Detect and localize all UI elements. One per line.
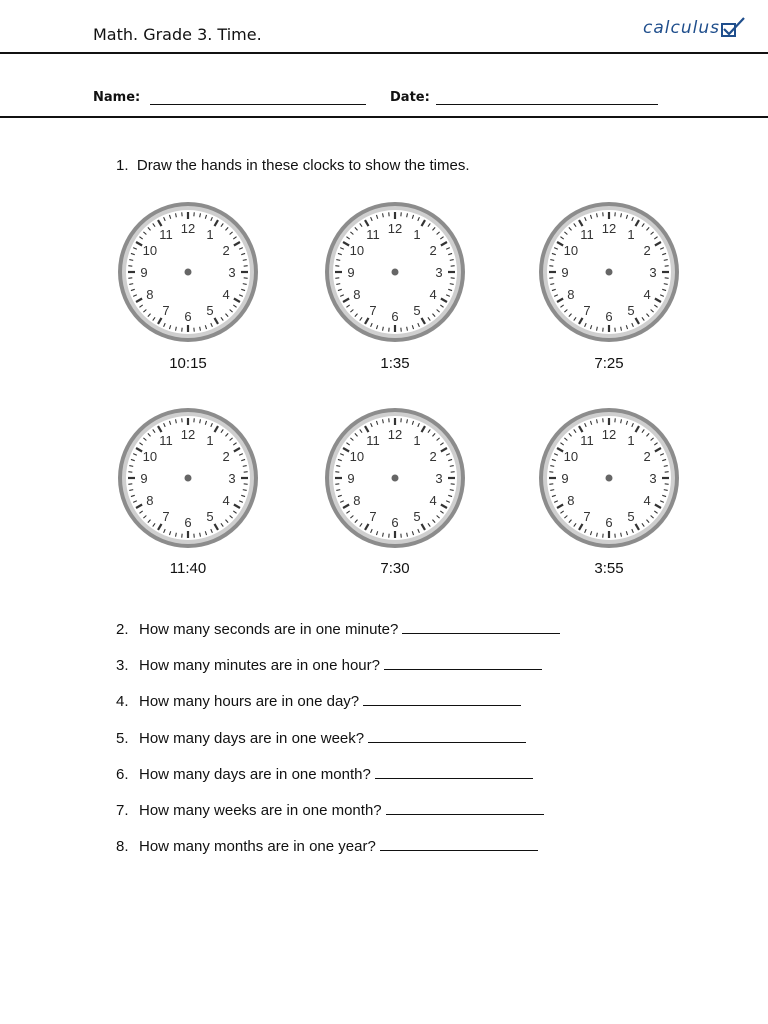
center-dot [606, 475, 613, 482]
fields-divider [0, 116, 768, 118]
clock-number: 9 [561, 471, 569, 486]
clock-number: 10 [563, 449, 579, 464]
clock-number: 4 [222, 493, 230, 508]
clock-number: 9 [347, 265, 355, 280]
clock-face[interactable] [320, 403, 470, 553]
question-number: 7. [116, 802, 129, 819]
clock-number: 11 [580, 226, 594, 242]
clock-time-label: 11:40 [169, 560, 207, 577]
clock-number: 3 [649, 471, 657, 486]
worksheet-title: Math. Grade 3. Time. [93, 25, 262, 44]
question-text: How many seconds are in one minute? [139, 621, 399, 638]
clock-number: 1 [627, 432, 635, 448]
clock-number: 3 [228, 265, 236, 280]
clock-face[interactable] [320, 197, 470, 347]
answer-blank[interactable] [402, 619, 560, 634]
clock-number: 4 [429, 287, 437, 302]
clock-number: 11 [366, 432, 380, 448]
center-dot [185, 269, 192, 276]
question-text: How many days are in one week? [139, 730, 365, 747]
answer-blank[interactable] [386, 800, 544, 815]
clock-time-label: 3:55 [594, 560, 624, 577]
clock-number: 11 [159, 432, 173, 448]
clock-number: 1 [206, 226, 214, 242]
clock-number: 4 [643, 287, 651, 302]
question-number: 3. [116, 657, 129, 674]
clock-number: 3 [435, 265, 443, 280]
clock-number: 4 [429, 493, 437, 508]
center-dot [606, 269, 613, 276]
clock-face[interactable] [113, 197, 263, 347]
clock-number: 12 [387, 221, 403, 236]
clock-number: 6 [391, 309, 399, 324]
clock-time-label: 10:15 [169, 355, 207, 372]
clock-number: 8 [146, 493, 154, 508]
clock-number: 12 [387, 427, 403, 442]
question-number: 8. [116, 838, 129, 855]
question-row [116, 836, 538, 855]
clock-number: 1 [413, 432, 421, 448]
clock-number: 12 [601, 221, 617, 236]
question-number: 6. [116, 766, 129, 783]
answer-blank[interactable] [363, 691, 521, 706]
question-number: 1. [116, 157, 129, 174]
clock-number: 2 [643, 243, 651, 258]
clock-number: 4 [643, 493, 651, 508]
answer-blank[interactable] [380, 836, 538, 851]
answer-blank[interactable] [384, 655, 542, 670]
header-divider [0, 52, 768, 54]
clock-number: 9 [140, 265, 148, 280]
clock-number: 7 [369, 303, 377, 319]
name-label: Name: [93, 90, 141, 105]
center-dot [392, 269, 399, 276]
clock-number: 12 [180, 427, 196, 442]
question-text: Draw the hands in these clocks to show the times. [136, 157, 470, 174]
clock-number: 5 [627, 303, 635, 319]
clock-number: 2 [429, 449, 437, 464]
clock-number: 2 [222, 449, 230, 464]
clock-time-label: 1:35 [380, 355, 410, 372]
clock-number: 7 [369, 509, 377, 525]
clock-number: 8 [353, 287, 361, 302]
clock-number: 7 [162, 509, 170, 525]
clock-number: 12 [180, 221, 196, 236]
clock-number: 1 [627, 226, 635, 242]
question-row [116, 691, 521, 710]
clock-time-label: 7:25 [594, 355, 624, 372]
clock-number: 12 [601, 427, 617, 442]
clock-number: 5 [413, 509, 421, 525]
center-dot [185, 475, 192, 482]
clock-number: 1 [206, 432, 214, 448]
question-number: 4. [116, 693, 129, 710]
question-text: How many days are in one month? [139, 766, 371, 783]
question-text: How many months are in one year? [139, 838, 376, 855]
clock-number: 5 [206, 303, 214, 319]
clock-number: 7 [583, 303, 591, 319]
answer-blank[interactable] [368, 728, 526, 743]
question-number: 5. [116, 730, 129, 747]
question-text: How many weeks are in one month? [139, 802, 382, 819]
question-number: 2. [116, 621, 129, 638]
clock-number: 6 [605, 515, 613, 530]
question-row [116, 764, 533, 783]
clock-number: 5 [627, 509, 635, 525]
clock-number: 7 [583, 509, 591, 525]
clock-number: 10 [349, 449, 365, 464]
clock-number: 9 [140, 471, 148, 486]
clock-number: 9 [347, 471, 355, 486]
clock-number: 8 [567, 493, 575, 508]
clock-number: 1 [413, 226, 421, 242]
clock-number: 2 [222, 243, 230, 258]
question-row [116, 619, 560, 638]
clock-number: 6 [605, 309, 613, 324]
clock-face[interactable] [534, 197, 684, 347]
question-row [116, 728, 526, 747]
clock-number: 2 [429, 243, 437, 258]
clock-number: 8 [567, 287, 575, 302]
clock-number: 11 [580, 432, 594, 448]
clock-number: 4 [222, 287, 230, 302]
clock-number: 2 [643, 449, 651, 464]
center-dot [392, 475, 399, 482]
clock-number: 9 [561, 265, 569, 280]
clock-number: 11 [366, 226, 380, 242]
question-row [116, 800, 544, 819]
date-label: Date: [390, 90, 430, 105]
clock-number: 5 [413, 303, 421, 319]
clock-number: 8 [146, 287, 154, 302]
clock-number: 6 [391, 515, 399, 530]
clock-number: 10 [142, 449, 158, 464]
clock-time-label: 7:30 [380, 560, 410, 577]
name-field[interactable] [150, 104, 366, 105]
checkbox-check-icon [720, 16, 746, 40]
clock-number: 10 [142, 243, 158, 258]
clock-number: 6 [184, 515, 192, 530]
clock-number: 8 [353, 493, 361, 508]
question-row [116, 655, 542, 674]
question-text: How many minutes are in one hour? [139, 657, 380, 674]
logo: calculus [643, 18, 720, 38]
clock-number: 10 [349, 243, 365, 258]
clock-number: 3 [649, 265, 657, 280]
clock-number: 10 [563, 243, 579, 258]
question-1 [116, 157, 470, 174]
date-field[interactable] [436, 104, 658, 105]
clock-face[interactable] [113, 403, 263, 553]
clock-number: 5 [206, 509, 214, 525]
answer-blank[interactable] [375, 764, 533, 779]
question-text: How many hours are in one day? [139, 693, 360, 710]
clock-number: 7 [162, 303, 170, 319]
clock-number: 11 [159, 226, 173, 242]
clock-number: 3 [228, 471, 236, 486]
clock-face[interactable] [534, 403, 684, 553]
clock-number: 3 [435, 471, 443, 486]
clock-number: 6 [184, 309, 192, 324]
